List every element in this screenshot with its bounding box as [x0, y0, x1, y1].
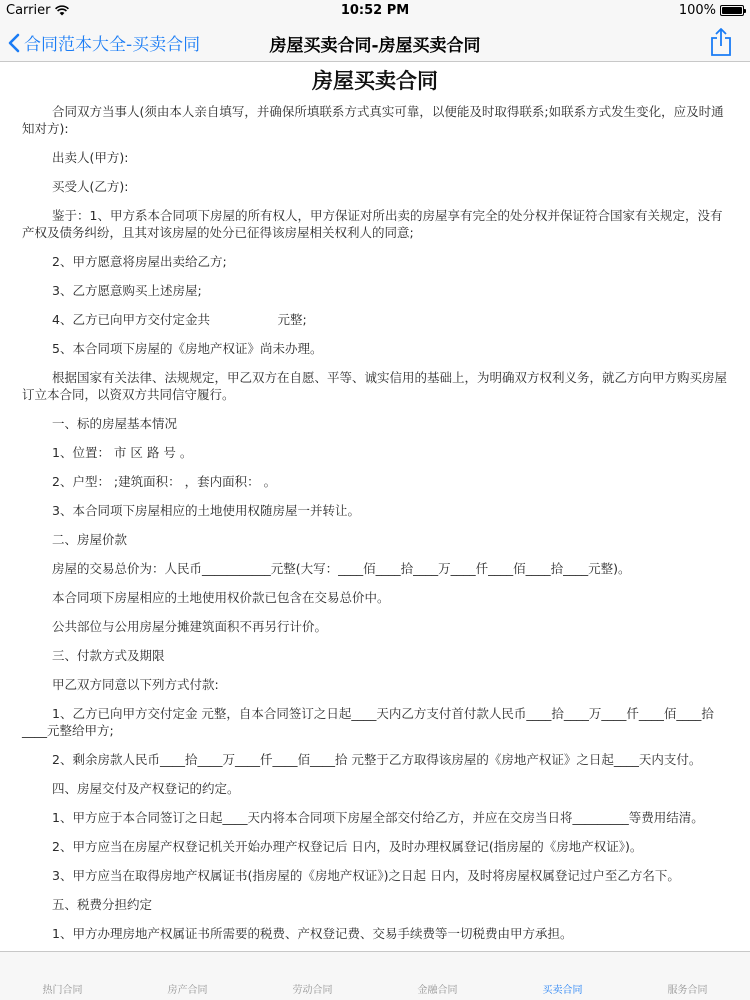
tab-label: 服务合同	[667, 985, 708, 996]
doc-paragraph: 甲乙双方同意以下列方式付款:	[52, 677, 219, 692]
doc-paragraph: 2、甲方愿意将房屋出卖给乙方;	[52, 254, 227, 269]
tab-labor-contracts[interactable]	[250, 952, 375, 1000]
carrier-label: Carrier	[6, 3, 51, 18]
doc-paragraph: 1、甲方应于本合同签订之日起____天内将本合同项下房屋全部交付给乙方，并应在交房当日将_________等费用结清。	[52, 810, 704, 825]
battery-fill	[722, 7, 742, 14]
tab-bar	[0, 951, 750, 1000]
doc-paragraph: 房屋的交易总价为：人民币___________元整(大写：____佰____拾____万____仟____佰____拾____元整)。	[52, 561, 631, 576]
tab-hot-contracts[interactable]	[0, 952, 125, 1000]
doc-paragraph: 2、户型： ;建筑面积： ，套内面积： 。	[52, 474, 277, 489]
doc-section-heading: 三、付款方式及期限	[52, 648, 165, 663]
share-icon	[708, 27, 734, 57]
doc-paragraph: 1、位置： 市 区 路 号 。	[52, 445, 193, 460]
doc-paragraph: 合同双方当事人(须由本人亲自填写，并确保所填联系方式真实可靠，以便能及时取得联系;如联系方式发生变化，应及时通知对方):	[22, 104, 724, 136]
tab-label: 热门合同	[42, 985, 83, 996]
tab-sales-contracts[interactable]	[500, 952, 625, 1000]
tab-service-contracts[interactable]	[625, 952, 750, 1000]
doc-paragraph: 本合同项下房屋相应的土地使用权价款已包含在交易总价中。	[52, 590, 390, 605]
doc-section-heading: 五、税费分担约定	[52, 897, 153, 912]
doc-paragraph: 买受人(乙方):	[52, 179, 129, 194]
back-button-label: 合同范本大全-买卖合同	[24, 35, 201, 55]
tab-label: 劳动合同	[292, 985, 333, 996]
doc-section-heading: 四、房屋交付及产权登记的约定。	[52, 781, 240, 796]
doc-paragraph: 1、甲方办理房地产权属证书所需要的税费、产权登记费、交易手续费等一切税费由甲方承担。	[52, 926, 573, 941]
doc-paragraph: 根据国家有关法律、法规规定，甲乙双方在自愿、平等、诚实信用的基础上，为明确双方权利义务，就乙方向甲方购买房屋订立本合同，以资双方共同信守履行。	[22, 370, 728, 402]
doc-paragraph: 2、剩余房款人民币____拾____万____仟____佰____拾 元整于乙方取得该房屋的《房地产权证》之日起____天内支付。	[52, 752, 702, 767]
doc-paragraph: 出卖人(甲方):	[52, 150, 129, 165]
navigation-bar	[0, 22, 750, 62]
document-title: 房屋买卖合同	[312, 69, 438, 93]
page-title: 房屋买卖合同-房屋买卖合同	[269, 36, 481, 56]
chevron-left-icon	[8, 33, 20, 53]
tab-label: 金融合同	[417, 985, 458, 996]
doc-paragraph: 4、乙方已向甲方交付定金共 元整;	[52, 312, 307, 327]
document-view[interactable]	[0, 63, 750, 951]
doc-section-heading: 一、标的房屋基本情况	[52, 416, 178, 431]
doc-paragraph: 公共部位与公用房屋分摊建筑面积不再另行计价。	[52, 619, 328, 634]
doc-paragraph: 3、本合同项下房屋相应的土地使用权随房屋一并转让。	[52, 503, 360, 518]
doc-paragraph: 3、乙方愿意购买上述房屋;	[52, 283, 202, 298]
doc-paragraph: 3、甲方应当在取得房地产权属证书(指房屋的《房地产权证》)之日起 日内，及时将房屋权属登记过户至乙方名下。	[52, 868, 680, 883]
battery-icon	[720, 5, 744, 16]
doc-paragraph: 2、甲方应当在房屋产权登记机关开始办理产权登记后 日内，及时办理权属登记(指房屋的《房地产权证》)。	[52, 839, 643, 854]
status-time: 10:52 PM	[340, 3, 410, 18]
doc-section-heading: 二、房屋价款	[52, 532, 128, 547]
share-button[interactable]	[708, 27, 734, 57]
back-button[interactable]	[8, 30, 200, 55]
tab-finance-contracts[interactable]	[375, 952, 500, 1000]
battery-percent: 100%	[678, 3, 716, 18]
tab-property-contracts[interactable]	[125, 952, 250, 1000]
tab-label: 房产合同	[167, 985, 208, 996]
doc-paragraph: 鉴于：1、甲方系本合同项下房屋的所有权人，甲方保证对所出卖的房屋享有完全的处分权并保证符合国家有关规定，没有产权及债务纠纷，且其对该房屋的处分已征得该房屋相关权利人的同意;	[22, 208, 723, 240]
doc-paragraph: 5、本合同项下房屋的《房地产权证》尚未办理。	[52, 341, 323, 356]
doc-paragraph: 1、乙方已向甲方交付定金 元整，自本合同签订之日起____天内乙方支付首付款人民币____拾____万____仟____佰____拾____元整给甲方;	[22, 706, 714, 738]
status-bar	[0, 0, 750, 22]
tab-label: 买卖合同	[542, 985, 583, 996]
battery-group	[679, 3, 744, 18]
